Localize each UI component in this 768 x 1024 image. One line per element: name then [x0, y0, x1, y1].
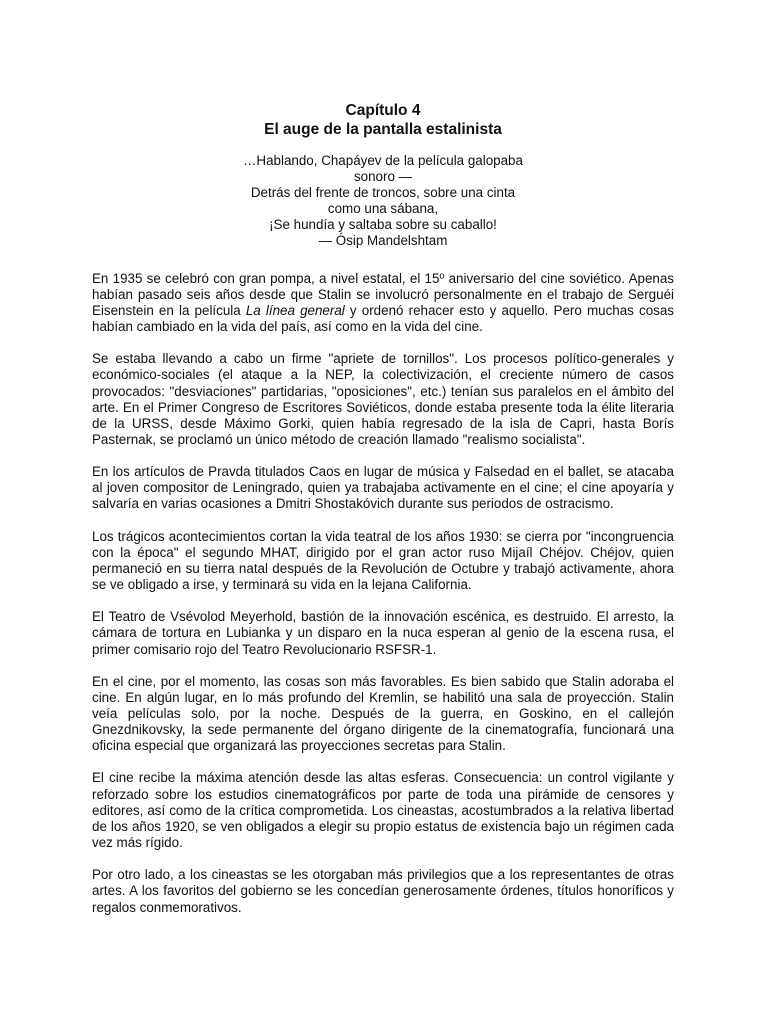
paragraph-1-after: y ordenó rehacer esto y aquello. Pero muchas cosas habían cambiado en la vida del país, así como en la vida del cine. — [92, 302, 674, 335]
film-title: La línea general — [245, 302, 345, 318]
paragraph-6: En el cine, por el momento, las cosas son más favorables. Es bien sabido que Stalin adoraba el cine. En algún lugar, en lo más profundo del Kremlin, se habilitó una sala de proyección. Stalin veía películas solo, por la noche. Después de la guerra, en Goskino, en el callejón Gnezdnikovsky, la sede permanente del órgano dirigente de la cinematografía, funcionará una oficina especial que organizará las proyecciones secretas para Stalin. — [92, 673, 674, 754]
paragraph-1-before: En 1935 se celebró con gran pompa, a nivel estatal, el 15º aniversario del cine soviético. Apenas habían pasado seis años desde que Stalin se involucró personalmente en el trabajo de Serguéi Eisenstein en la película — [92, 270, 674, 318]
body-text — [92, 271, 674, 916]
paragraph-8: Por otro lado, a los cineastas se les otorgaban más privilegios que a los representantes de otras artes. A los favoritos del gobierno se les concedían generosamente órdenes, títulos honoríficos y regalos conmemorativos. — [92, 867, 674, 915]
epigraph-line: Detrás del frente de troncos, sobre una cinta — [250, 185, 516, 201]
paragraph-2: Se estaba llevando a cabo un firme "apriete de tornillos". Los procesos político-generales y económico-sociales (el ataque a la NEP, la colectivización, el creciente número de casos provocados: "desviaciones" partidarias, "oposiciones", etc.) tenían sus paralelos en el ámbito del arte. En el Primer Congreso de Escritores Soviéticos, donde estaba presente toda la élite literaria de la URSS, desde Máximo Gorki, quien había regresado de la isla de Capri, hasta Borís Pasternak, se proclamó un único método de creación llamado "realismo socialista". — [92, 351, 674, 447]
document-page — [92, 101, 674, 932]
paragraph-5: El Teatro de Vsévolod Meyerhold, bastión de la innovación escénica, es destruido. El arresto, la cámara de tortura en Lubianka y un disparo en la nuca esperan al genio de la escena rusa, el primer comisario rojo del Teatro Revolucionario RSFSR-1. — [92, 609, 674, 657]
epigraph — [92, 153, 674, 250]
paragraph-7: El cine recibe la máxima atención desde las altas esferas. Consecuencia: un control vigilante y reforzado sobre los estudios cinematográficos por parte de toda una pirámide de censores y editores, así como de la crítica comprometida. Los cineastas, acostumbrados a la relativa libertad de los años 1920, se ven obligados a elegir su propio estatus de existencia bajo un régimen cada vez más rígido. — [92, 770, 674, 851]
epigraph-line: …Hablando, Chapáyev de la película galopaba — [243, 153, 523, 168]
chapter-title: El auge de la pantalla estalinista — [264, 121, 502, 138]
chapter-number: Capítulo 4 — [345, 102, 421, 119]
paragraph-3: En los artículos de Pravda titulados Caos en lugar de música y Falsedad en el ballet, se atacaba al joven compositor de Leningrado, quien ya trabajaba activamente en el cine; el cine apoyaría y salvaría en varias ocasiones a Dmitri Shostakóvich durante sus periodos de ostracismo. — [92, 464, 674, 512]
epigraph-line: ¡Se hundía y saltaba sobre su caballo! — [269, 217, 497, 233]
epigraph-line: sonoro — — [353, 169, 413, 185]
paragraph-4: Los trágicos acontecimientos cortan la vida teatral de los años 1930: se cierra por "incongruencia con la época" el segundo MHAT, dirigido por el gran actor ruso Mijaíl Chéjov. Chéjov, quien permaneció en su tierra natal después de la Revolución de Octubre y trabajó activamente, ahora se ve obligado a irse, y terminará su vida en la lejana California. — [92, 528, 674, 593]
epigraph-line: como una sábana, — [327, 201, 439, 217]
paragraph-1 — [92, 271, 674, 336]
epigraph-attribution: — Ósip Mandelshtam — [318, 233, 448, 249]
chapter-heading — [92, 101, 674, 139]
